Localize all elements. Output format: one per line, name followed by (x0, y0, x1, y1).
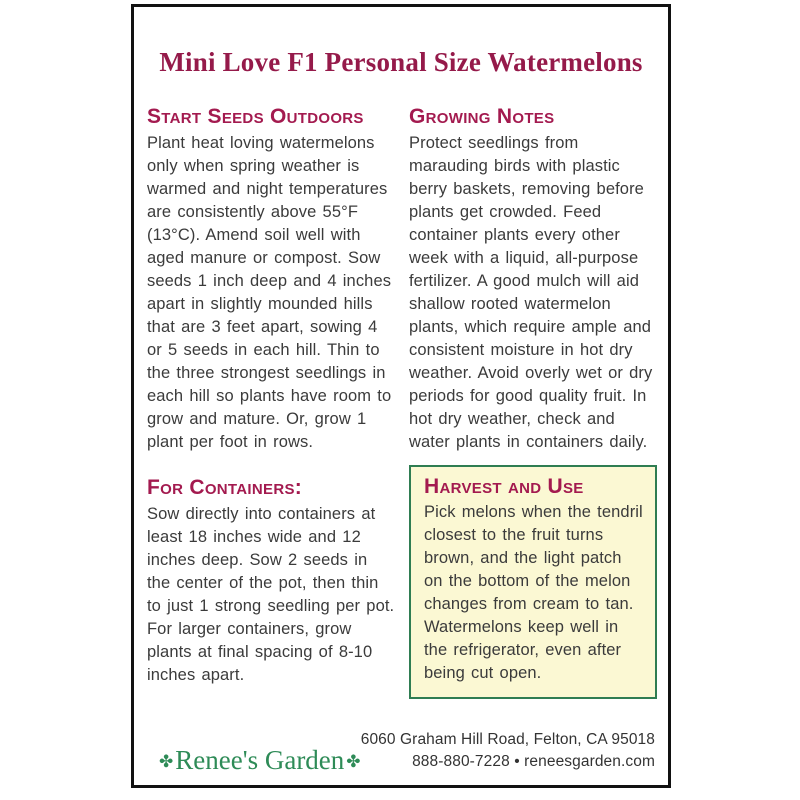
contact-block (361, 729, 655, 773)
for-containers-body: Sow directly into containers at least 18 inches wide and 12 inches deep. Sow 2 seeds in the center of the pot, then thin to just 1 strong seedling per pot. For larger containers, grow plants at final spacing of 8-10 inches apart. (147, 505, 395, 684)
growing-notes-heading: Growing Notes (409, 105, 555, 128)
phone-and-website-line: 888-880-7228 • reneesgarden.com (412, 753, 655, 770)
harvest-and-use-body: Pick melons when the tendril closest to the fruit turns brown, and the light patch on the bottom of the melon changes from cream to tan. Watermelons keep well in the refrigerator, even after being cut open. (424, 503, 643, 682)
packet-title: Mini Love F1 Personal Size Watermelons (159, 47, 643, 77)
section-start-seeds-outdoors (147, 105, 395, 454)
harvest-and-use-heading: Harvest and Use (424, 475, 584, 498)
right-column (409, 105, 657, 699)
seed-packet (131, 4, 671, 788)
logo-ornament-right-icon: ✤ (346, 752, 361, 771)
growing-notes-body: Protect seedlings from marauding birds with plastic berry baskets, removing before plants get crowded. Feed container plants every other week with a liquid, all-purpose fertilizer. A good mulch will aid shallow rooted watermelon plants, which require ample and consistent moisture in hot dry weather. Avoid overly wet or dry periods for good quality fruit. In hot dry weather, check and water plants in containers daily. (409, 134, 653, 451)
start-seeds-outdoors-heading: Start Seeds Outdoors (147, 105, 364, 128)
harvest-and-use-box (409, 465, 657, 699)
renees-garden-logo (147, 745, 361, 776)
logo-text: Renee's Garden (175, 745, 345, 775)
packet-footer (147, 729, 655, 773)
address-line: 6060 Graham Hill Road, Felton, CA 95018 (360, 731, 655, 748)
for-containers-heading: For Containers: (147, 476, 303, 499)
left-column (147, 105, 395, 699)
logo-ornament-left-icon: ✤ (159, 752, 174, 771)
content-columns (147, 105, 657, 699)
section-for-containers (147, 476, 395, 687)
start-seeds-outdoors-body: Plant heat loving watermelons only when spring weather is warmed and night temperatures are consistently above 55°F (13°C). Amend soil well with aged manure or compost. Sow seeds 1 inch deep and 4 inches apart in slightly mounded hills that are 3 feet apart, sowing 4 or 5 seeds in each hill. Thin to the three strongest seedlings in each hill so plants have room to grow and mature. Or, grow 1 plant per foot in rows. (147, 134, 392, 451)
section-growing-notes (409, 105, 657, 454)
